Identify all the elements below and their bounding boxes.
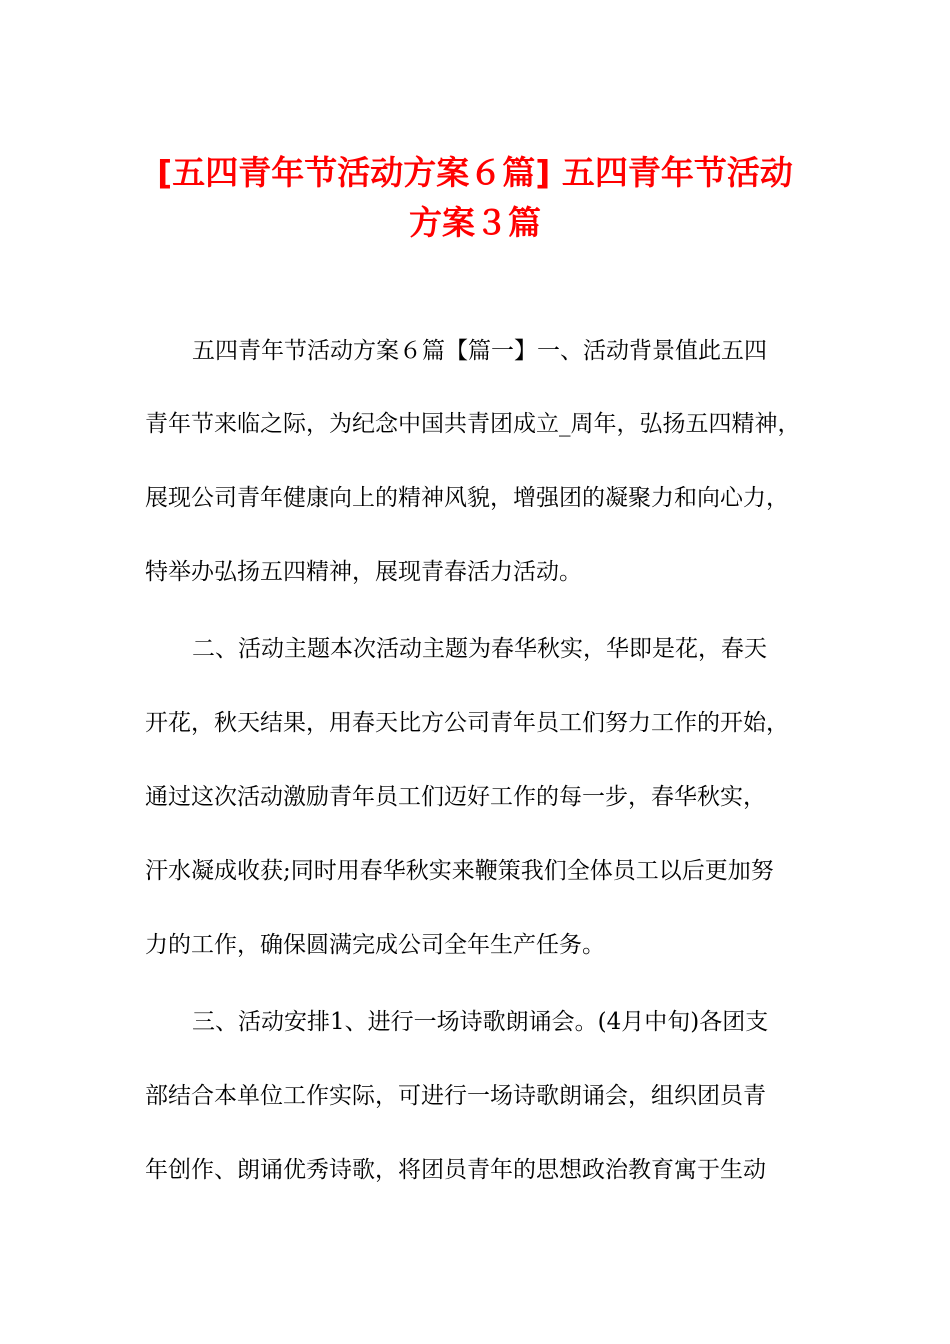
body-line-12: 年创作、朗诵优秀诗歌，将团员青年的思想政治教育寓于生动 — [145, 1157, 766, 1183]
body-line-8: 汗水凝成收获;同时用春华秋实来鞭策我们全体员工以后更加努 — [145, 858, 774, 884]
body-line-9: 力的工作，确保圆满完成公司全年生产任务。 — [145, 932, 605, 958]
body-line-6: 开花，秋天结果，用春天比方公司青年员工们努力工作的开始， — [145, 710, 789, 736]
body-line-3: 展现公司青年健康向上的精神风貌，增强团的凝聚力和向心力， — [145, 485, 789, 511]
body-line-7: 通过这次活动激励青年员工们迈好工作的每一步，春华秋实， — [145, 784, 766, 810]
body-line-11: 部结合本单位工作实际，可进行一场诗歌朗诵会，组织团员青 — [145, 1083, 766, 1109]
body-line-2: 青年节来临之际，为纪念中国共青团成立_周年，弘扬五四精神， — [145, 411, 801, 437]
title-line-1: [五四青年节活动方案６篇] 五四青年节活动 — [157, 153, 793, 192]
body-line-1: 五四青年节活动方案６篇【篇一】一、活动背景值此五四 — [192, 338, 767, 364]
body-line-10: 三、活动安排1、进行一场诗歌朗诵会。(4月中旬)各团支 — [192, 1009, 769, 1035]
document-title — [95, 148, 855, 248]
body-line-5: 二、活动主题本次活动主题为春华秋实，华即是花，春天 — [192, 636, 767, 662]
body-line-4: 特举办弘扬五四精神，展现青春活力活动。 — [145, 559, 582, 585]
title-line-2: 方案３篇 — [409, 203, 541, 242]
